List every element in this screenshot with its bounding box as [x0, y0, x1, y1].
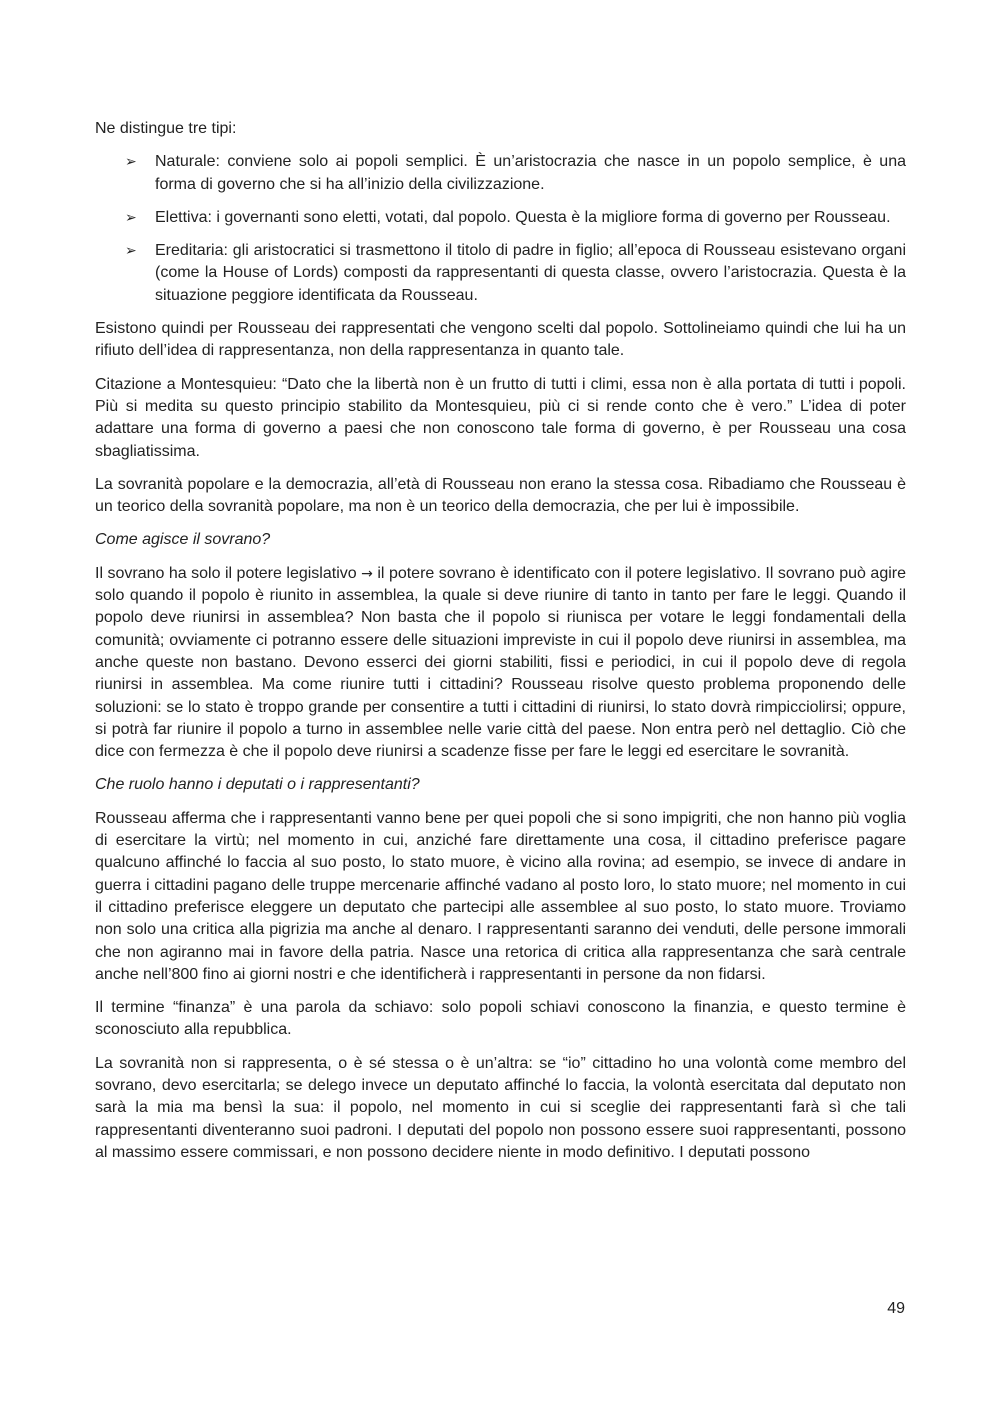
bullet-list [95, 151, 906, 307]
section-heading-sovereign [95, 529, 906, 551]
paragraph-deputies-role: Rousseau afferma che i rappresentanti vanno bene per quei popoli che si sono impigriti, che non hanno più voglia di esercitare la virtù; nel momento in cui, anziché fare direttamente una cosa, il cittadino preferisce pagare qualcuno affinché lo faccia al suo posto, lo stato muore, è vicino alla rovina; ad esempio, se invece di andare in guerra i cittadini pagano delle truppe mercenarie affinché vadano al posto loro, lo stato muore; nel momento in cui il cittadino preferisce eleggere un deputato che partecipi alle assemblee al suo posto, lo stato muore. Troviamo non solo una critica alla pigrizia ma anche al denaro. I rappresentanti saranno dei venduti, delle persone immorali che non agiranno mai in favore della patria. Nasce una retorica di critica alla rappresentanza che sarà centrale anche nell’800 fino ai giorni nostri e che identificherà i rappresentanti in persone da non fidarsi. [95, 809, 906, 983]
bullet-text: Ereditaria: gli aristocratici si trasmettono il titolo di padre in figlio; all’epoca di Rousseau esistevano organi (come la House of Lords) composti da rappresentanti di questa classe, ovvero l’aristocrazia. Questa è la situazione peggiore identificata da Rousseau. [155, 242, 906, 304]
list-item [125, 240, 906, 307]
paragraph-legislative-power [95, 563, 906, 764]
right-arrow-icon: → [361, 565, 373, 582]
paragraph-finance: Il termine “finanza” è una parola da schiavo: solo popoli schiavi conoscono la finanzia, e questo termine è sconosciuto alla repubblica. [95, 999, 906, 1039]
paragraph-montesquieu-quote: Citazione a Montesquieu: “Dato che la libertà non è un frutto di tutti i climi, essa non è alla portata di tutti i popoli. Più si medita su questo principio stabilito da Montesquieu, più ci si rende conto che è vero.” L’idea di poter adattare una forma di governo a paesi che non conoscono tale forma di governo, è per Rousseau una cosa sbagliatissima. [95, 375, 906, 460]
list-item [125, 151, 906, 196]
arrow-bullet-icon: ➢ [125, 154, 137, 171]
section-heading-text: Come agisce il sovrano? [95, 531, 271, 549]
paragraph-text: Il sovrano ha solo il potere legislativo [95, 564, 357, 582]
section-heading-deputies [95, 774, 906, 796]
bullet-text: Naturale: conviene solo ai popoli semplici. È un’aristocrazia che nasce in un popolo semplice, è una forma di governo che si ha all’inizio della civilizzazione. [155, 153, 906, 193]
bullet-text: Elettiva: i governanti sono eletti, votati, dal popolo. Questa è la migliore forma di governo per Rousseau. [155, 208, 891, 226]
paragraph-sovereignty-not-represented: La sovranità non si rappresenta, o è sé stessa o è un’altra: se “io” cittadino ho una volontà come membro del sovrano, devo esercitarla; se delego invece un deputato affinché lo faccia, la volontà esercitata dal deputato non sarà la mia ma bensì la sua: il popolo, nel momento in cui si sceglie dei rappresentanti farà sì che tali rappresentanti diventeranno suoi padroni. I deputati del popolo non possono essere suoi rappresentanti, possono al massimo essere commissari, e non possono decidere niente in modo definitivo. I deputati possono [95, 1054, 906, 1161]
paragraph-representatives: Esistono quindi per Rousseau dei rappresentati che vengono scelti dal popolo. Sottolineiamo quindi che lui ha un rifiuto dell’idea di rappresentanza, non della rappresentanza in quanto tale. [95, 320, 906, 360]
page-number: 49 [887, 1300, 905, 1317]
arrow-bullet-icon: ➢ [125, 243, 137, 260]
list-item [125, 207, 906, 229]
arrow-bullet-icon: ➢ [125, 209, 137, 226]
intro-line: Ne distingue tre tipi: [95, 120, 237, 137]
paragraph-text: il potere sovrano è identificato con il potere legislativo. Il sovrano può agire solo quando il popolo è riunito in assemblea, la quale si deve riunire di tanto in tanto per fare le leggi. Quando il popolo deve riunirsi in assemblea? Non basta che il popolo si riunisca per votare le leggi fondamentali della comunità; ovviamente ci potranno essere delle situazioni impreviste in cui il popolo deve riunirsi in assemblea, ma anche queste non bastano. Devono esserci dei giorni stabiliti, fissi e periodici, in cui il popolo deve di regola riunirsi in assemblea. Ma come riunire tutti i cittadini? Rousseau risolve questo problema proponendo delle soluzioni: se lo stato è troppo grande per consentire a tutti i cittadini di riunirsi, lo stato dovrà rimpicciolirsi; oppure, si potrà far riunire il popolo a turno in assemblee nelle varie città del paese. Non entra però nel dettaglio. Ciò che dice con fermezza è che il popolo deve riunirsi a scadenze fisse per fare le leggi ed esercitare le sovranità. [95, 564, 907, 761]
section-heading-text: Che ruolo hanno i deputati o i rappresentanti? [95, 776, 420, 794]
paragraph-popular-sovereignty: La sovranità popolare e la democrazia, all’età di Rousseau non erano la stessa cosa. Ribadiamo che Rousseau è un teorico della sovranità popolare, ma non è un teorico della democrazia, che per lui è impossibile. [95, 475, 906, 516]
page-body [95, 118, 906, 1175]
